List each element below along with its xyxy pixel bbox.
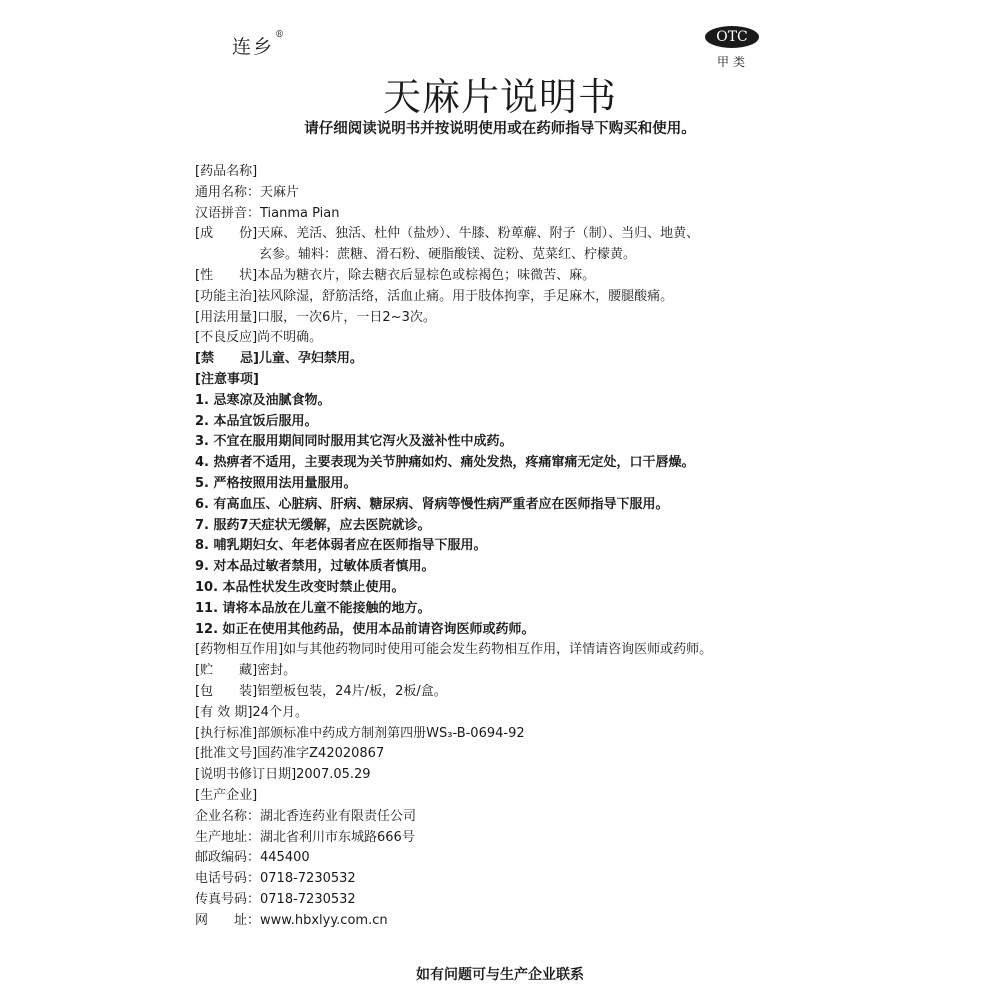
leaflet-line: [注意事项] xyxy=(195,371,259,387)
leaflet-line: 10. 本品性状发生改变时禁止使用。 xyxy=(195,579,405,595)
leaflet-line: [包 装]铝塑板包装，24片/板，2板/盒。 xyxy=(195,683,447,699)
leaflet-line: 12. 如正在使用其他药品，使用本品前请咨询医师或药师。 xyxy=(195,621,535,637)
otc-badge xyxy=(705,26,761,70)
leaflet-line: [功能主治]祛风除湿，舒筋活络，活血止痛。用于肢体拘挛，手足麻木，腰腿酸痛。 xyxy=(195,288,674,304)
leaflet-body xyxy=(195,162,835,931)
leaflet-line: 邮政编码：445400 xyxy=(195,850,310,866)
leaflet-line: 8. 哺乳期妇女、年老体弱者应在医师指导下服用。 xyxy=(195,538,487,554)
leaflet-line: [药品名称] xyxy=(195,164,258,179)
brand-logo xyxy=(232,32,286,59)
leaflet-line: 11. 请将本品放在儿童不能接触的地方。 xyxy=(195,600,431,616)
leaflet-line: 5. 严格按照用法用量服用。 xyxy=(195,475,357,491)
leaflet-line: 9. 对本品过敏者禁用，过敏体质者慎用。 xyxy=(195,559,435,575)
document-title: 天麻片说明书 xyxy=(382,75,617,119)
leaflet-line: 3. 不宜在服用期间同时服用其它泻火及滋补性中成药。 xyxy=(195,434,513,450)
usage-warning: 请仔细阅读说明书并按说明使用或在药师指导下购买和使用。 xyxy=(304,121,696,137)
leaflet-line: [贮 藏]密封。 xyxy=(195,663,297,679)
leaflet-line: 生产地址：湖北省利川市东城路666号 xyxy=(195,829,415,845)
leaflet-line: [批准文号]国药准字Z42020867 xyxy=(195,746,385,762)
leaflet-line: [生产企业] xyxy=(195,787,258,803)
brand-name: 连乡 xyxy=(232,36,275,58)
leaflet-line: 7. 服药7天症状无缓解，应去医院就诊。 xyxy=(195,517,431,533)
leaflet-line: 2. 本品宜饭后服用。 xyxy=(195,413,318,429)
leaflet-line: 通用名称：天麻片 xyxy=(195,184,300,200)
leaflet-line: 6. 有高血压、心脏病、肝病、糖尿病、肾病等慢性病严重者应在医师指导下服用。 xyxy=(195,496,669,512)
leaflet-line: 传真号码：0718-7230532 xyxy=(195,891,356,907)
leaflet-line: [有 效 期]24个月。 xyxy=(195,704,308,720)
leaflet-line: [执行标准]部颁标准中药成方制剂第四册WS₃-B-0694-92 xyxy=(195,725,525,741)
leaflet-line: [禁 忌]儿童、孕妇禁用。 xyxy=(195,351,363,367)
leaflet-line: 网 址：www.hbxlyy.com.cn xyxy=(195,912,388,928)
leaflet-line: 汉语拼音：Tianma Pian xyxy=(195,205,340,221)
otc-label: OTC xyxy=(705,26,759,48)
leaflet-line: 电话号码：0718-7230532 xyxy=(195,871,356,887)
leaflet-line: [性 状]本品为糖衣片，除去糖衣后显棕色或棕褐色；味微苦、麻。 xyxy=(195,267,596,283)
leaflet-line: [说明书修订日期]2007.05.29 xyxy=(195,767,371,783)
registered-mark: ® xyxy=(275,30,287,40)
otc-category: 甲类 xyxy=(716,55,749,69)
footer-note: 如有问题可与生产企业联系 xyxy=(416,967,584,983)
leaflet-line: 4. 热痹者不适用，主要表现为关节肿痛如灼、痛处发热，疼痛窜痛无定处，口干唇燥。 xyxy=(195,455,695,471)
leaflet-line: 企业名称：湖北香连药业有限责任公司 xyxy=(195,808,417,824)
leaflet-line: [药物相互作用]如与其他药物同时使用可能会发生药物相互作用，详情请咨询医师或药师。 xyxy=(195,642,713,658)
leaflet-line: [成 份]天麻、羌活、独活、杜仲（盐炒）、牛膝、粉萆薢、附子（制）、当归、地黄、 xyxy=(195,226,700,242)
leaflet-line: [不良反应]尚不明确。 xyxy=(195,330,323,346)
leaflet-line: 玄参。辅料：蔗糖、滑石粉、硬脂酸镁、淀粉、苋菜红、柠檬黄。 xyxy=(259,247,637,263)
leaflet-line: [用法用量]口服，一次6片，一日2~3次。 xyxy=(195,309,436,325)
leaflet-line: 1. 忌寒凉及油腻食物。 xyxy=(195,392,331,408)
